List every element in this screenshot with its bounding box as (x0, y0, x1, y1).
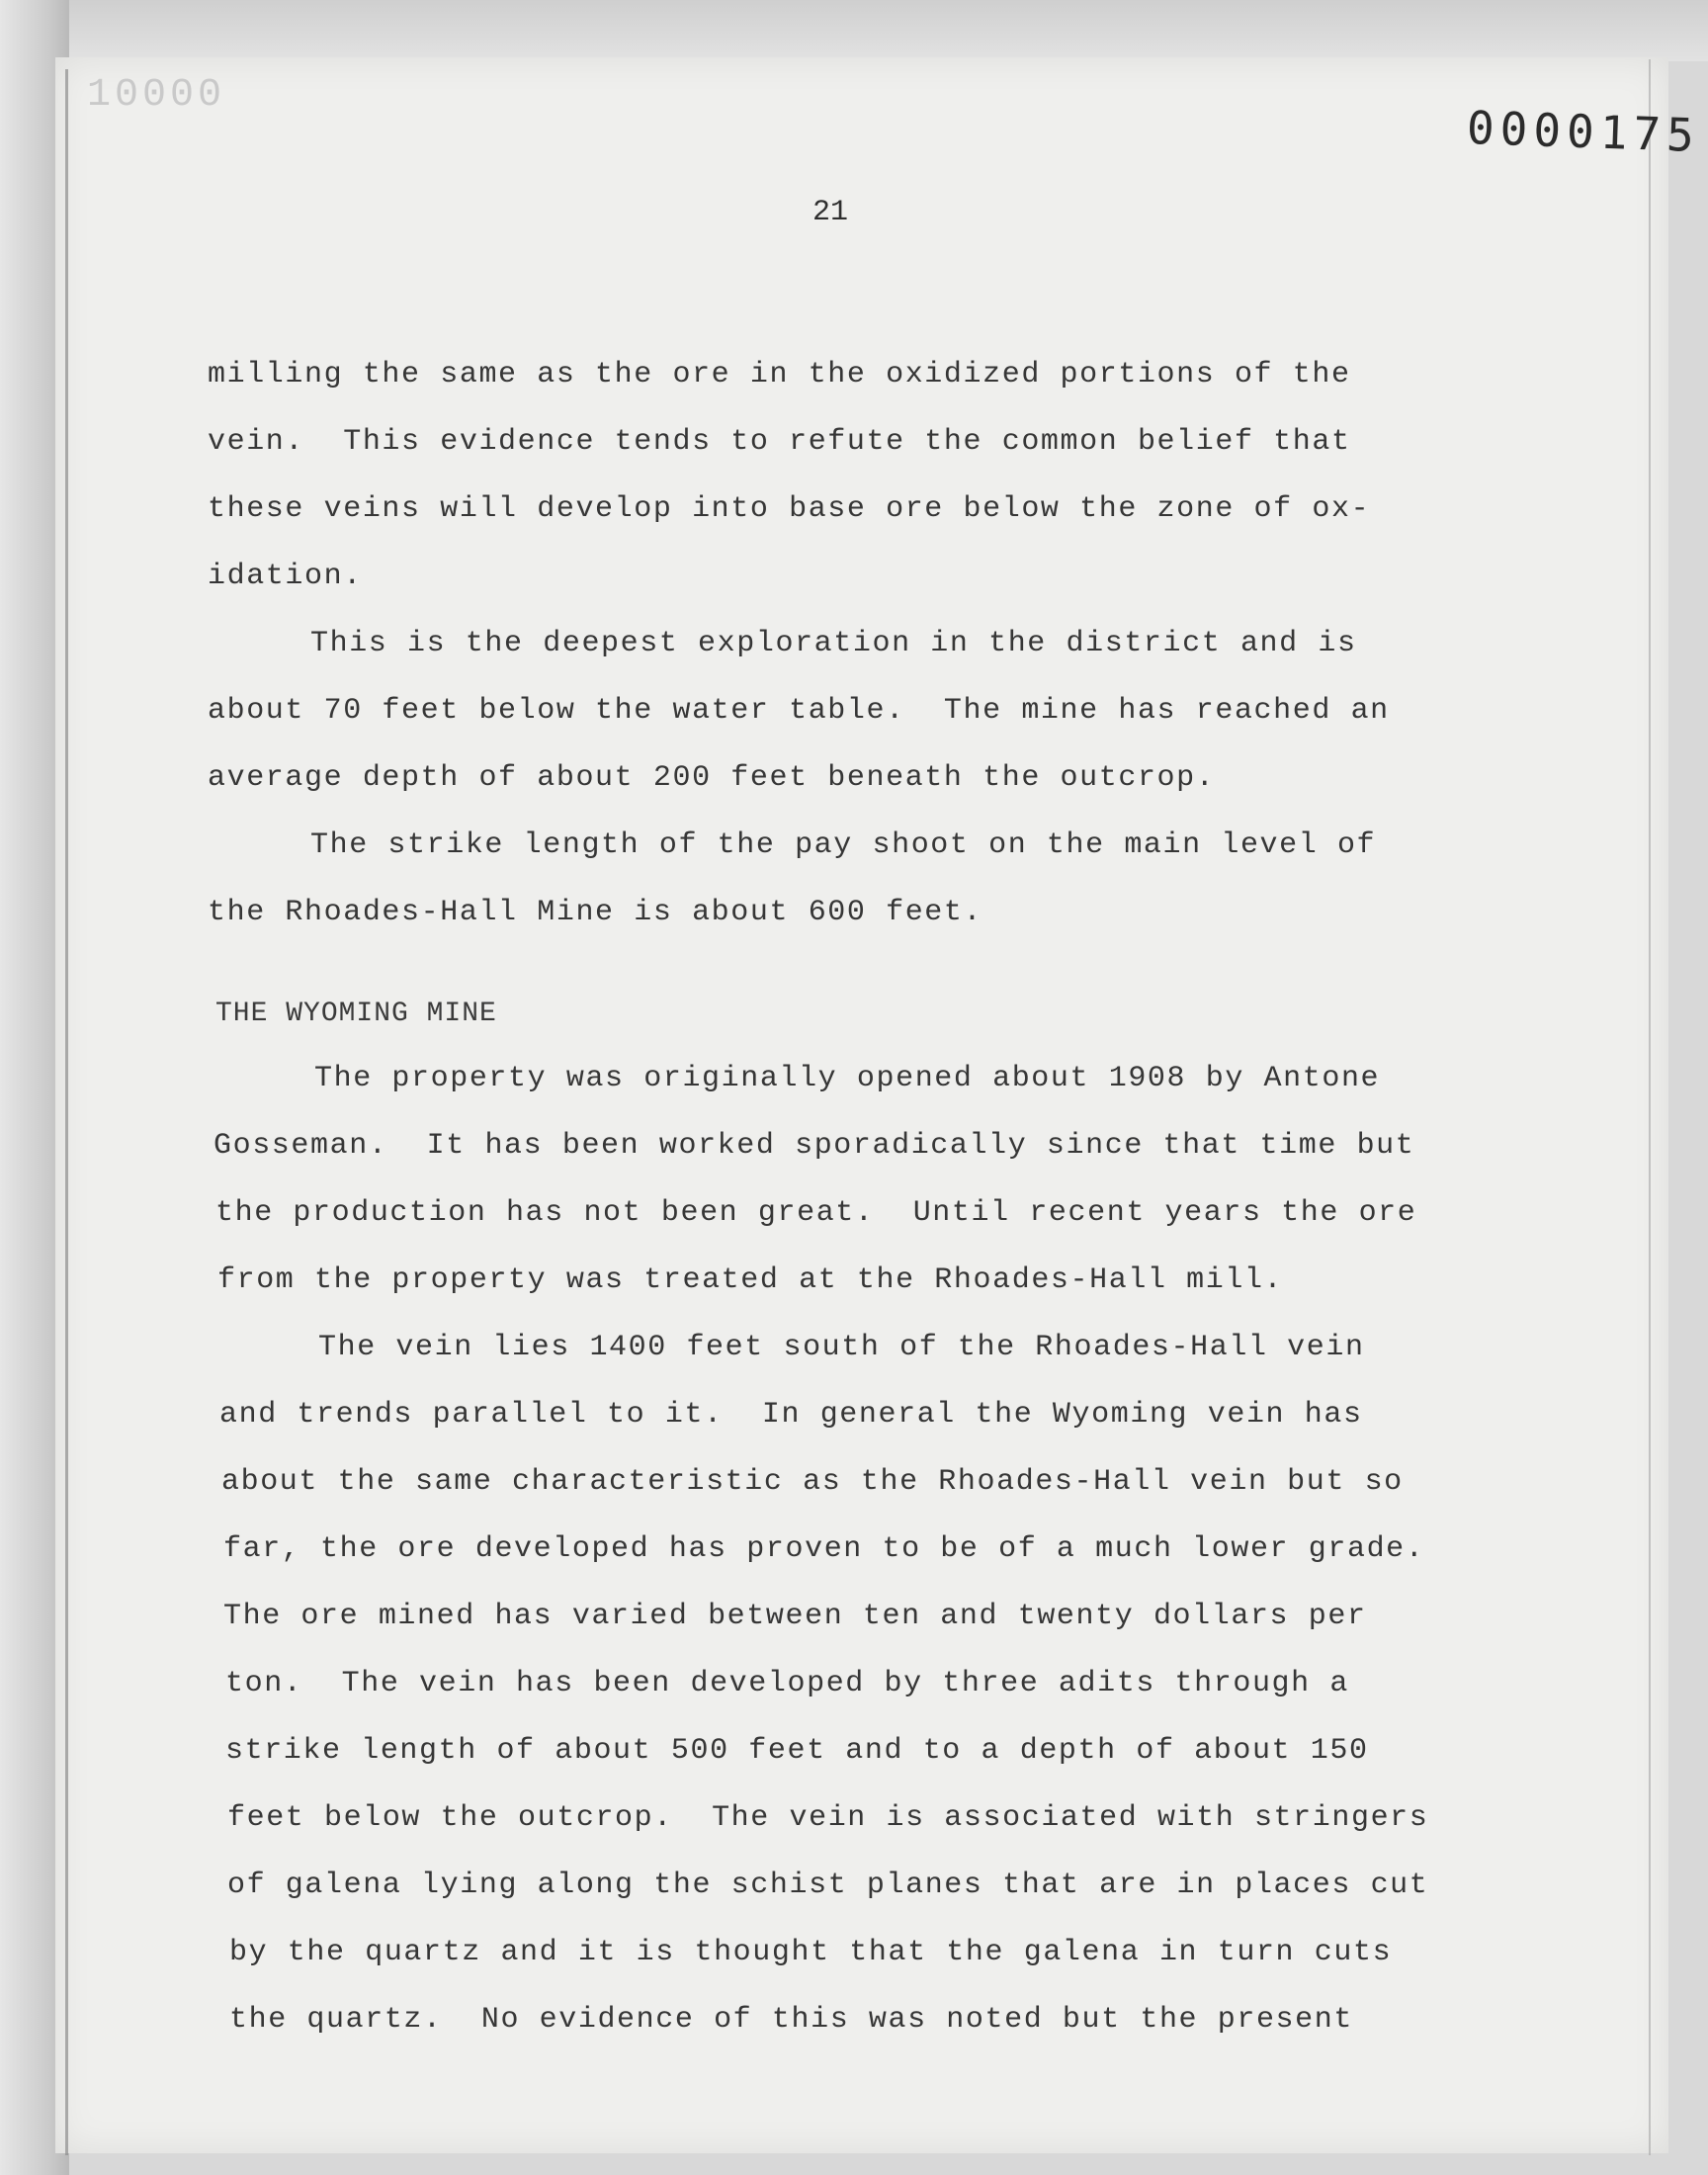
scan-border-top (0, 0, 1708, 61)
text-line: The strike length of the pay shoot on the main level of (310, 828, 1377, 862)
page-edge-left (65, 69, 68, 2155)
text-line: Gosseman. It has been worked sporadically since that time but (214, 1129, 1415, 1163)
text-line: these veins will develop into base ore below the zone of ox- (208, 492, 1371, 526)
text-line: by the quartz and it is thought that the galena in turn cuts (229, 1936, 1393, 1969)
bleed-through-number: 10000 (87, 73, 226, 118)
text-line: vein. This evidence tends to refute the common belief that (208, 425, 1351, 459)
text-line: milling the same as the ore in the oxidized portions of the (208, 358, 1351, 392)
text-line: far, the ore developed has proven to be of a much lower grade. (223, 1532, 1425, 1566)
text-line: the production has not been great. Until recent years the ore (215, 1196, 1417, 1230)
page-edge-right (1649, 59, 1651, 2155)
text-line: The vein lies 1400 feet south of the Rhoades-Hall vein (318, 1331, 1365, 1364)
text-line: the Rhoades-Hall Mine is about 600 feet. (208, 896, 983, 929)
text-line: ton. The vein has been developed by three adits through a (225, 1667, 1349, 1700)
text-line: about 70 feet below the water table. The mine has reached an (208, 694, 1390, 728)
text-line: idation. (208, 560, 363, 593)
text-line: from the property was treated at the Rhoades-Hall mill. (217, 1263, 1284, 1297)
text-line: The property was originally opened about 1908 by Antone (314, 1062, 1381, 1095)
text-line: and trends parallel to it. In general the Wyoming vein has (219, 1398, 1363, 1432)
section-heading: THE WYOMING MINE (215, 999, 497, 1029)
text-line: of galena lying along the schist planes that are in places cut (227, 1869, 1429, 1902)
text-line: The ore mined has varied between ten and twenty dollars per (223, 1600, 1367, 1633)
text-line: This is the deepest exploration in the district and is (310, 627, 1357, 660)
text-line: average depth of about 200 feet beneath the outcrop. (208, 761, 1216, 795)
document-stamp-number: 0000175 (1466, 100, 1701, 163)
page-number: 21 (812, 196, 849, 229)
text-line: about the same characteristic as the Rhoades-Hall vein but so (221, 1465, 1404, 1499)
text-line: the quartz. No evidence of this was noted but the present (229, 2003, 1353, 2037)
text-line: strike length of about 500 feet and to a depth of about 150 (225, 1734, 1369, 1768)
text-line: feet below the outcrop. The vein is associated with stringers (227, 1801, 1429, 1835)
